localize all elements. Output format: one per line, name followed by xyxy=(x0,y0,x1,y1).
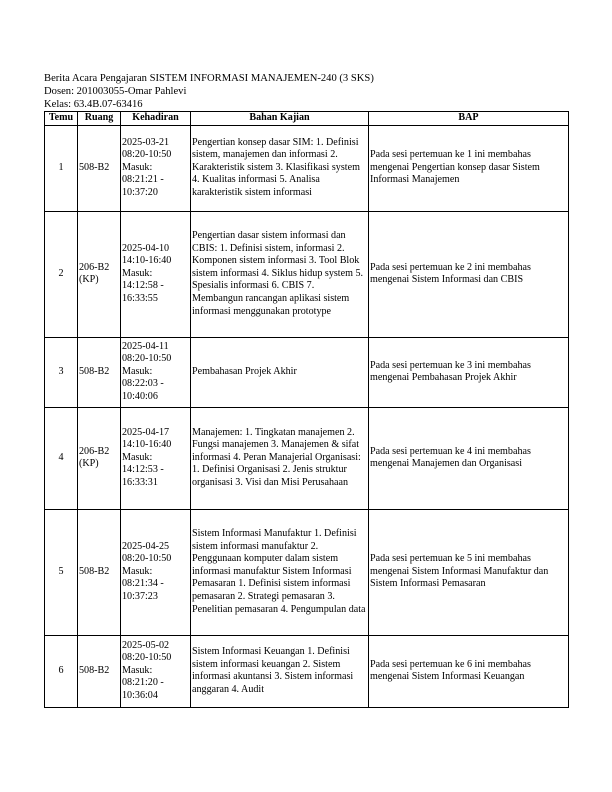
cell-bahan-kajian: Pembahasan Projek Akhir xyxy=(191,337,369,407)
cell-ruang: 206-B2 (KP) xyxy=(78,407,121,509)
table-row xyxy=(45,635,569,707)
cell-bap: Pada sesi pertemuan ke 1 ini membahas mengenai Pengertian konsep dasar Sistem Informasi Manajemen xyxy=(369,125,569,211)
document-title: Berita Acara Pengajaran SISTEM INFORMASI MANAJEMEN-240 (3 SKS) xyxy=(44,73,374,84)
cell-bahan-kajian: Sistem Informasi Manufaktur 1. Definisi sistem informasi manufaktur 2. Penggunaan komputer dalam sistem informasi manufaktur Sistem Informasi Pemasaran 1. Definisi sistem informasi pemasaran 2. Strategi pemasaran 3. Penelitian pemasaran 4. Pengumpulan data xyxy=(191,509,369,635)
table-header-row xyxy=(45,112,569,126)
document-page xyxy=(44,72,568,708)
cell-bap: Pada sesi pertemuan ke 5 ini membahas mengenai Sistem Informasi Manufaktur dan Sistem Informasi Pemasaran xyxy=(369,509,569,635)
cell-ruang: 206-B2 (KP) xyxy=(78,211,121,337)
column-header-bahan-kajian: Bahan Kajian xyxy=(191,112,369,126)
cell-ruang: 508-B2 xyxy=(78,125,121,211)
table-row xyxy=(45,125,569,211)
cell-ruang: 508-B2 xyxy=(78,635,121,707)
cell-kehadiran: 2025-04-10 14:10-16:40 Masuk: 14:12:58 - 16:33:55 xyxy=(121,211,191,337)
cell-kehadiran: 2025-04-11 08:20-10:50 Masuk: 08:22:03 - 10:40:06 xyxy=(121,337,191,407)
column-header-kehadiran: Kehadiran xyxy=(121,112,191,126)
cell-bahan-kajian: Manajemen: 1. Tingkatan manajemen 2. Fungsi manajemen 3. Manajemen & sifat informasi 4. Peran Manajerial Organisasi: 1. Definisi Organisasi 2. Jenis struktur organisasi 3. Visi dan Misi Perusahaan xyxy=(191,407,369,509)
column-header-temu: Temu xyxy=(45,112,78,126)
cell-temu: 4 xyxy=(45,407,78,509)
cell-kehadiran: 2025-04-17 14:10-16:40 Masuk: 14:12:53 - 16:33:31 xyxy=(121,407,191,509)
cell-ruang: 508-B2 xyxy=(78,509,121,635)
cell-temu: 5 xyxy=(45,509,78,635)
cell-bap: Pada sesi pertemuan ke 6 ini membahas mengenai Sistem Informasi Keuangan xyxy=(369,635,569,707)
attendance-table xyxy=(44,111,569,708)
cell-ruang: 508-B2 xyxy=(78,337,121,407)
cell-kehadiran: 2025-03-21 08:20-10:50 Masuk: 08:21:21 - 10:37:20 xyxy=(121,125,191,211)
cell-bap: Pada sesi pertemuan ke 4 ini membahas mengenai Manajemen dan Organisasi xyxy=(369,407,569,509)
cell-temu: 1 xyxy=(45,125,78,211)
table-row xyxy=(45,509,569,635)
cell-bap: Pada sesi pertemuan ke 2 ini membahas mengenai Sistem Informasi dan CBIS xyxy=(369,211,569,337)
table-row xyxy=(45,211,569,337)
cell-kehadiran: 2025-04-25 08:20-10:50 Masuk: 08:21:34 - 10:37:23 xyxy=(121,509,191,635)
cell-temu: 6 xyxy=(45,635,78,707)
column-header-bap: BAP xyxy=(369,112,569,126)
cell-bap: Pada sesi pertemuan ke 3 ini membahas mengenai Pembahasan Projek Akhir xyxy=(369,337,569,407)
table-row xyxy=(45,407,569,509)
cell-temu: 2 xyxy=(45,211,78,337)
column-header-ruang: Ruang xyxy=(78,112,121,126)
table-row xyxy=(45,337,569,407)
cell-bahan-kajian: Pengertian dasar sistem informasi dan CBIS: 1. Definisi sistem, informasi 2. Komponen sistem informasi 3. Tool Blok sistem informasi 4. Siklus hidup system 5. Spesialis informasi 6. CBIS 7. Membangun rancangan aplikasi sistem informasi menggunakan prototype xyxy=(191,211,369,337)
cell-temu: 3 xyxy=(45,337,78,407)
cell-kehadiran: 2025-05-02 08:20-10:50 Masuk: 08:21:20 - 10:36:04 xyxy=(121,635,191,707)
class-line: Kelas: 63.4B.07-63416 xyxy=(44,99,143,110)
cell-bahan-kajian: Sistem Informasi Keuangan 1. Definisi sistem informasi keuangan 2. Sistem informasi akuntansi 3. Sistem informasi anggaran 4. Audit xyxy=(191,635,369,707)
lecturer-line: Dosen: 201003055-Omar Pahlevi xyxy=(44,86,187,97)
cell-bahan-kajian: Pengertian konsep dasar SIM: 1. Definisi sistem, manajemen dan informasi 2. Karakteristik sistem 3. Klasifikasi system 4. Kualitas informasi 5. Analisa karakteristik sistem informasi xyxy=(191,125,369,211)
